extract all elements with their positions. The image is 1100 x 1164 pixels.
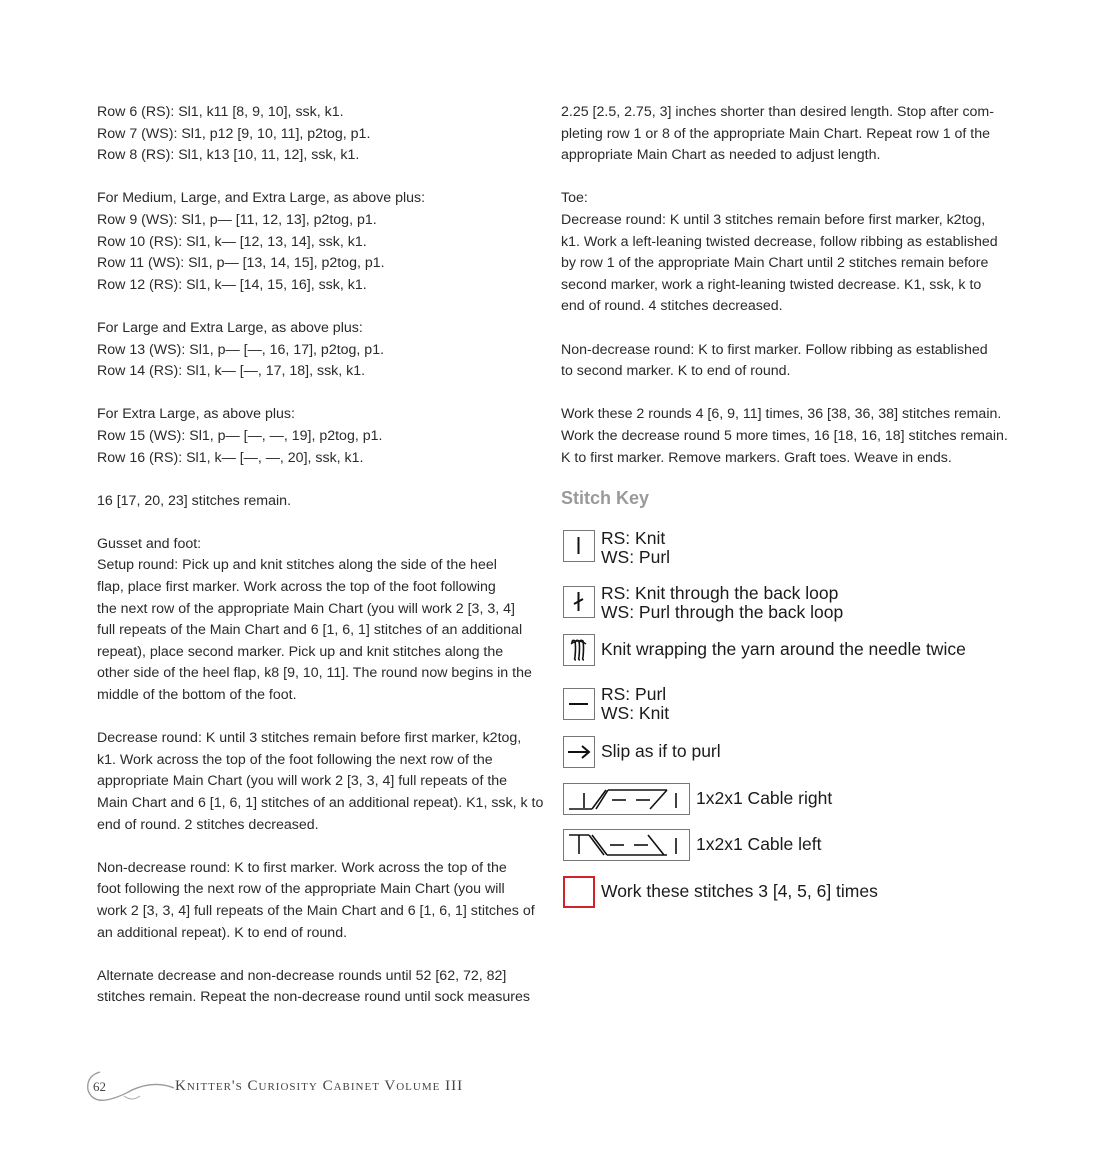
book-title: Knitter's Curiosity Cabinet Volume III: [175, 1078, 464, 1094]
text-line: K to first marker. Remove markers. Graft toes. Weave in ends.: [561, 449, 952, 466]
text-line: Decrease round: K until 3 stitches remain before first marker, k2tog,: [561, 211, 986, 228]
text-line: stitches remain. Repeat the non-decrease round until sock measures: [97, 989, 530, 1006]
text-line: For Medium, Large, and Extra Large, as above plus:: [97, 190, 426, 207]
paragraph: [97, 858, 545, 944]
text-line: the next row of the appropriate Main Chart (you will work 2 [3, 3, 4]: [97, 600, 515, 617]
text-line: For Large and Extra Large, as above plus:: [97, 319, 363, 336]
text-line: Row 15 (WS): Sl1, p— [—, —, 19], p2tog, p1.: [97, 427, 383, 444]
key-label: [601, 584, 843, 621]
text-line: Row 16 (RS): Sl1, k— [—, —, 20], ssk, k1.: [97, 449, 364, 466]
text-line: k1. Work across the top of the foot following the next row of the: [97, 751, 493, 768]
text-line: For Extra Large, as above plus:: [97, 406, 295, 423]
text-line: Work these 2 rounds 4 [6, 9, 11] times, 36 [38, 36, 38] stitches remain.: [561, 406, 1002, 423]
text-line: end of round. 4 stitches decreased.: [561, 298, 783, 315]
text-line: foot following the next row of the appropriate Main Chart (you will: [97, 881, 505, 898]
text-line: Row 6 (RS): Sl1, k11 [8, 9, 10], ssk, k1.: [97, 104, 344, 120]
text-line: to second marker. K to end of round.: [561, 363, 791, 380]
text-line: Non-decrease round: K to first marker. Follow ribbing as established: [561, 341, 988, 358]
page-number: 62: [93, 1079, 106, 1094]
paragraph: [561, 404, 1006, 469]
wrap-twice-icon: [563, 634, 595, 666]
text-line: Row 8 (RS): Sl1, k13 [10, 11, 12], ssk, k1.: [97, 147, 360, 164]
key-label: Slip as if to purl: [601, 741, 721, 761]
text-line: Setup round: Pick up and knit stitches along the side of the heel: [97, 557, 497, 574]
text-line: Decrease round: K until 3 stitches remain before first marker, k2tog,: [97, 730, 522, 747]
text-line: end of round. 2 stitches decreased.: [97, 816, 319, 833]
key-label: 1x2x1 Cable left: [696, 834, 822, 854]
text-line: middle of the bottom of the foot.: [97, 687, 297, 704]
paragraph: [561, 188, 1006, 318]
text-line: Toe:: [561, 190, 588, 207]
paragraph: [97, 534, 545, 707]
paragraph: [97, 188, 545, 296]
text-line: Row 14 (RS): Sl1, k— [—, 17, 18], ssk, k1.: [97, 363, 366, 380]
text-line: k1. Work a left-leaning twisted decrease, follow ribbing as established: [561, 233, 998, 250]
text-line: Gusset and foot:: [97, 535, 202, 552]
left-column: [97, 102, 545, 1031]
text-line: Row 9 (WS): Sl1, p— [11, 12, 13], p2tog, p1.: [97, 211, 377, 228]
key-label-line: WS: Knit: [601, 702, 670, 723]
slip-icon: [563, 736, 595, 768]
key-label: [601, 685, 669, 722]
key-label: [601, 529, 670, 566]
key-label: 1x2x1 Cable right: [696, 788, 833, 808]
text-line: appropriate Main Chart as needed to adjust length.: [561, 147, 881, 164]
text-line: Row 10 (RS): Sl1, k— [12, 13, 14], ssk, k1.: [97, 233, 367, 250]
purl-icon: [563, 688, 595, 720]
text-line: Row 11 (WS): Sl1, p— [13, 14, 15], p2tog, p1.: [97, 255, 385, 272]
text-line: full repeats of the Main Chart and 6 [1, 6, 1] stitches of an additional: [97, 622, 523, 639]
knit-tbl-icon: [563, 586, 595, 618]
text-line: 16 [17, 20, 23] stitches remain.: [97, 492, 292, 509]
text-line: Row 7 (WS): Sl1, p12 [9, 10, 11], p2tog, p1.: [97, 125, 371, 142]
text-line: flap, place first marker. Work across the top of the foot following: [97, 579, 496, 596]
stitch-key-title: Stitch Key: [561, 488, 650, 508]
cable-right-icon: [563, 783, 690, 815]
text-line: Work the decrease round 5 more times, 16 [18, 16, 18] stitches remain.: [561, 427, 1008, 444]
key-label-line: RS: Knit through the back loop: [601, 583, 839, 603]
text-line: an additional repeat). K to end of round.: [97, 924, 348, 941]
key-label: Knit wrapping the yarn around the needle twice: [601, 639, 966, 659]
text-line: pleting row 1 or 8 of the appropriate Main Chart. Repeat row 1 of the: [561, 125, 991, 142]
text-line: work 2 [3, 3, 4] full repeats of the Main Chart and 6 [1, 6, 1] stitches of: [97, 902, 535, 919]
text-line: Row 13 (WS): Sl1, p— [—, 16, 17], p2tog, p1.: [97, 341, 385, 358]
paragraph: [97, 728, 545, 836]
text-line: Row 12 (RS): Sl1, k— [14, 15, 16], ssk, k1.: [97, 276, 367, 293]
paragraph: [97, 966, 545, 1009]
paragraph: [97, 102, 545, 167]
text-line: Main Chart and 6 [1, 6, 1] stitches of an additional repeat). K1, ssk, k to: [97, 795, 544, 811]
text-line: appropriate Main Chart (you will work 2 [3, 3, 4] full repeats of the: [97, 773, 508, 790]
knit-icon: [563, 530, 595, 562]
key-label-line: WS: Purl through the back loop: [601, 601, 844, 622]
cable-left-icon: [563, 829, 690, 861]
paragraph: [561, 102, 1006, 167]
text-line: Alternate decrease and non-decrease rounds until 52 [62, 72, 82]: [97, 967, 507, 984]
text-line: other side of the heel flap, k8 [9, 10, 11]. The round now begins in the: [97, 665, 532, 682]
key-label-line: RS: Purl: [601, 684, 667, 704]
text-line: by row 1 of the appropriate Main Chart until 2 stitches remain before: [561, 255, 989, 272]
key-label: Work these stitches 3 [4, 5, 6] times: [601, 881, 878, 901]
right-column: [561, 102, 1006, 491]
paragraph: [97, 491, 545, 513]
key-label-line: WS: Purl: [601, 546, 671, 567]
text-line: Non-decrease round: K to first marker. Work across the top of the: [97, 859, 507, 876]
paragraph: [97, 318, 545, 383]
text-line: repeat), place second marker. Pick up and knit stitches along the: [97, 643, 504, 660]
paragraph: [561, 340, 1006, 383]
key-label-line: RS: Knit: [601, 528, 666, 548]
repeat-box-icon: [563, 876, 595, 908]
text-line: 2.25 [2.5, 2.75, 3] inches shorter than desired length. Stop after com-: [561, 104, 994, 120]
text-line: second marker, work a right-leaning twisted decrease. K1, ssk, k to: [561, 276, 982, 293]
paragraph: [97, 404, 545, 469]
